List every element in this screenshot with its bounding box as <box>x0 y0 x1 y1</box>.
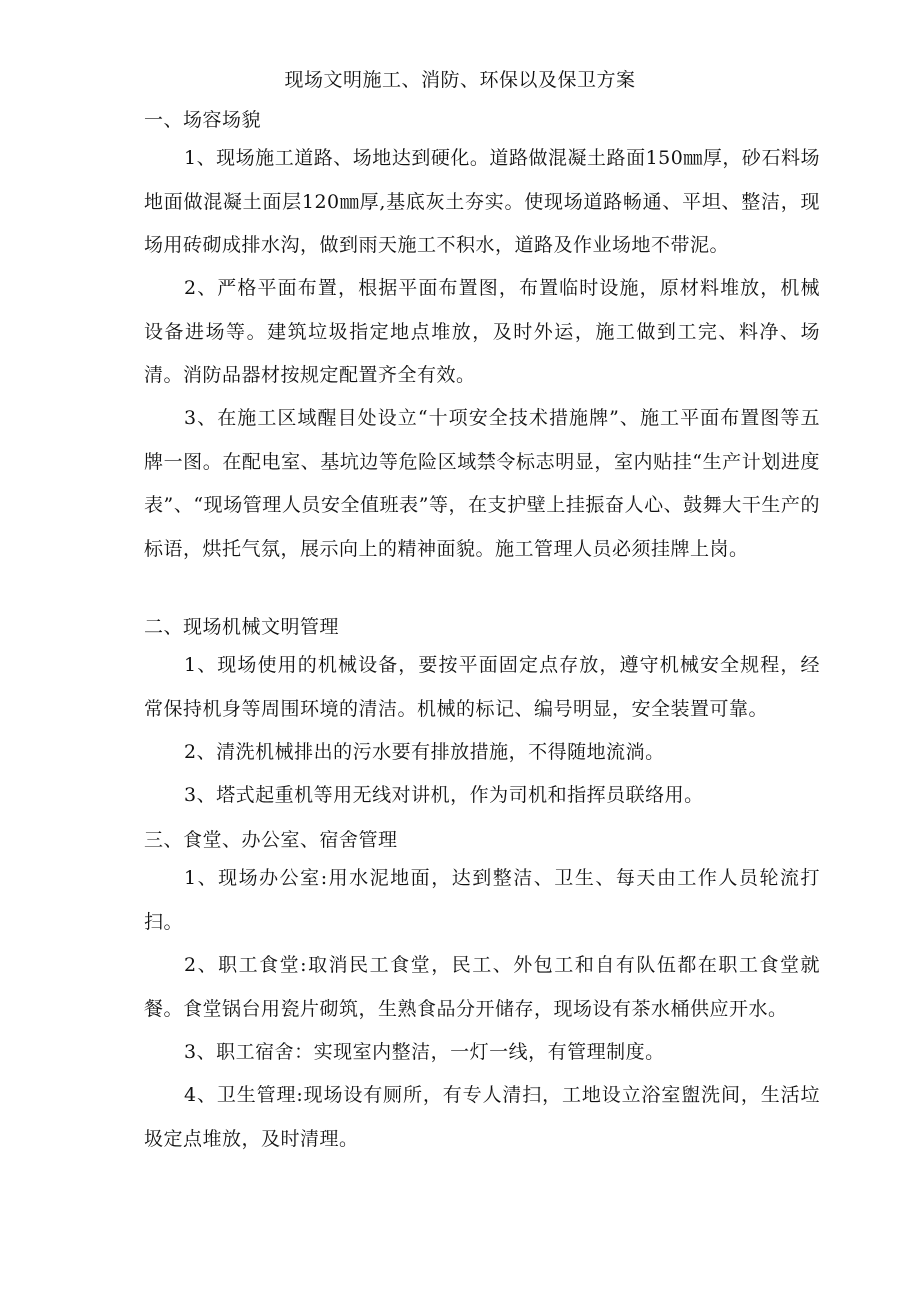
paragraph-3-2: 2、职工食堂:取消民工食堂，民工、外包工和自有队伍都在职工食堂就餐。食堂锅台用瓷片砌筑，生熟食品分开储存，现场设有茶水桶供应开水。 <box>144 954 820 1020</box>
paragraph-1-2: 2、严格平面布置，根据平面布置图，布置临时设施，原材料堆放，机械设备进场等。建筑垃圾指定地点堆放，及时外运，施工做到工完、料净、场清。消防品器材按规定配置齐全有效。 <box>144 277 820 386</box>
section-heading-2: 二、现场机械文明管理 <box>144 616 340 638</box>
section-heading-1: 一、场容场貌 <box>144 109 262 131</box>
paragraph-3-4: 4、卫生管理:现场设有厕所，有专人清扫，工地设立浴室盥洗间，生活垃圾定点堆放，及时清理。 <box>144 1084 820 1150</box>
paragraph-2-1: 1、现场使用的机械设备，要按平面固定点存放，遵守机械安全规程，经常保持机身等周围环境的清洁。机械的标记、编号明显，安全装置可靠。 <box>144 654 820 720</box>
paragraph-3-3: 3、职工宿舍：实现室内整洁，一灯一线，有管理制度。 <box>184 1041 665 1063</box>
paragraph-2-3: 3、塔式起重机等用无线对讲机，作为司机和指挥员联络用。 <box>184 784 704 806</box>
paragraph-1-1: 1、现场施工道路、场地达到硬化。道路做混凝土路面150㎜厚，砂石料场地面做混凝土面层120㎜厚,基底灰土夯实。使现场道路畅通、平坦、整洁，现场用砖砌成排水沟，做到雨天施工不积水，道路及作业场地不带泥。 <box>144 147 820 256</box>
document-title: 现场文明施工、消防、环保以及保卫方案 <box>284 69 636 91</box>
paragraph-2-2: 2、清洗机械排出的污水要有排放措施，不得随地流淌。 <box>184 741 665 763</box>
section-heading-3: 三、食堂、办公室、宿舍管理 <box>144 829 398 851</box>
paragraph-3-1: 1、现场办公室:用水泥地面，达到整洁、卫生、每天由工作人员轮流打扫。 <box>144 867 820 933</box>
paragraph-1-3: 3、在施工区域醒目处设立“十项安全技术措施牌”、施工平面布置图等五牌一图。在配电室、基坑边等危险区域禁令标志明显，室内贴挂“生产计划进度表”、“现场管理人员安全值班表”等，在支护壁上挂振奋人心、鼓舞大干生产的标语，烘托气氛，展示向上的精神面貌。施工管理人员必须挂牌上岗。 <box>144 407 820 560</box>
